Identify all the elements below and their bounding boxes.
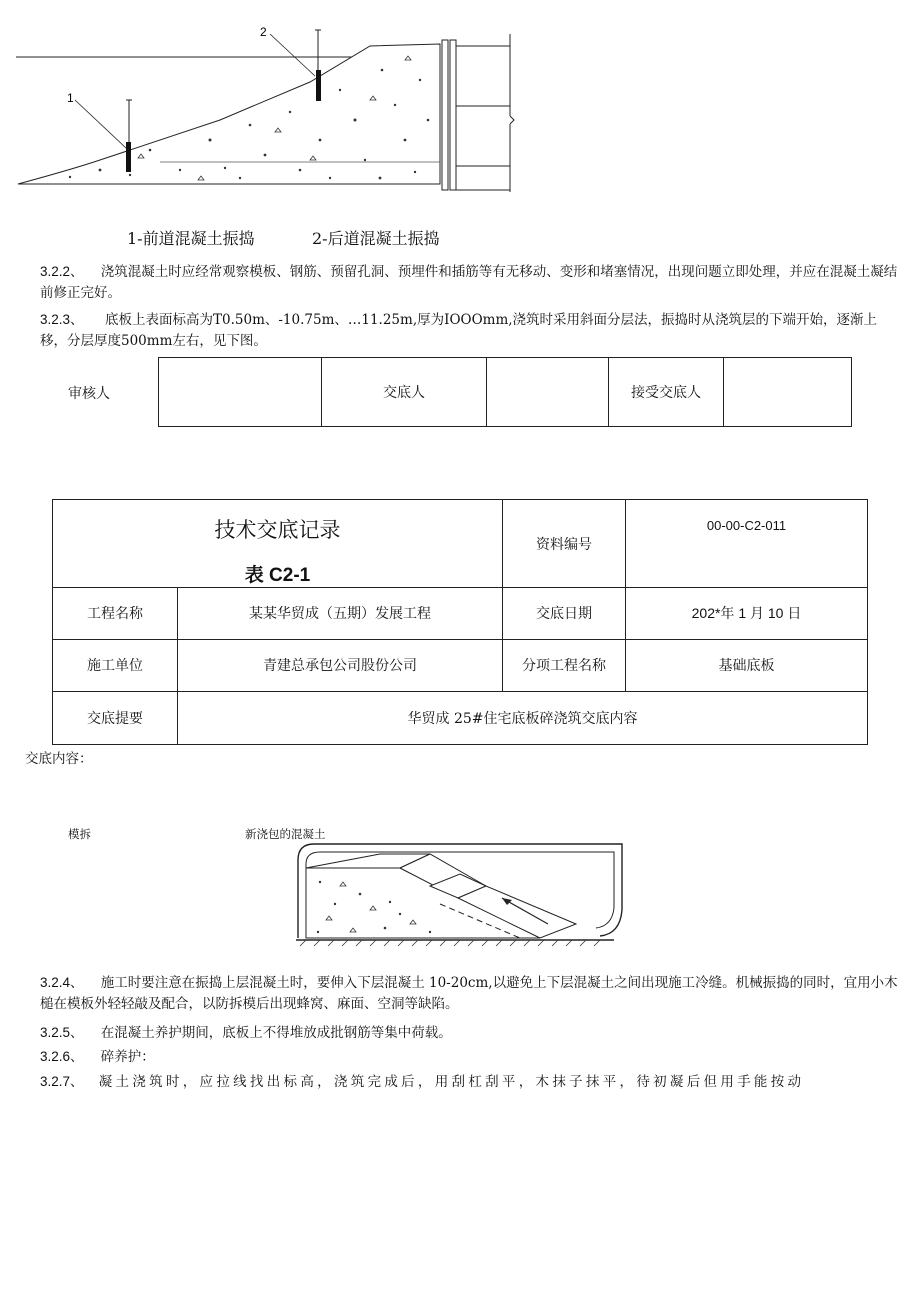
paragraph-text: 在混凝土养护期间，底板上不得堆放成批钢筋等集中荷载。	[100, 1025, 452, 1041]
reviewer-value[interactable]	[159, 358, 322, 427]
paragraph-number: 3.2.6、	[40, 1049, 84, 1064]
paragraph-text: 凝土浇筑时，应拉线找出标高，浇筑完成后，用刮杠刮平，木抹子抹平，待初凝后但用手能按动	[98, 1074, 805, 1090]
paragraph-number: 3.2.7、	[40, 1074, 84, 1089]
paragraph-number: 3.2.3、	[40, 312, 84, 327]
paragraph-3-2-5	[40, 1022, 904, 1044]
record-subtitle: 表 C2-1	[244, 565, 311, 586]
paragraph-3-2-2	[40, 261, 904, 304]
receiver-value[interactable]	[724, 358, 852, 427]
paragraph-number: 3.2.2、	[40, 264, 84, 279]
paragraph-number: 3.2.4、	[40, 975, 84, 990]
paragraph-3-2-7	[40, 1071, 904, 1093]
doc-no-value	[626, 500, 868, 588]
unit-label: 施工单位	[53, 639, 178, 691]
record-title: 技术交底记录	[214, 518, 341, 542]
slope-pour-diagram	[10, 20, 530, 200]
paragraph-text: 底板上表面标高为T0.50m、-10.75m、…11.25m,厚为IOOOmm,浇筑时采用斜面分层法，振捣时从浇筑层的下端开始，逐渐上移，分层厚度500mm左右，见下图。	[40, 312, 878, 349]
discloser-value[interactable]	[487, 358, 609, 427]
fig2-label-right: 新浇包的混凝土	[245, 827, 326, 841]
paragraph-3-2-3	[40, 309, 904, 352]
label-2: 2	[260, 25, 267, 39]
paragraph-number: 3.2.5、	[40, 1025, 84, 1040]
summary-value: 华贸成 25#住宅底板碎浇筑交底内容	[178, 691, 868, 744]
paragraph-3-2-4	[40, 972, 904, 1015]
discloser-label: 交底人	[322, 358, 487, 427]
project-label: 工程名称	[53, 588, 178, 639]
fig1-caption-2: 2-后道混凝土振捣	[312, 229, 440, 248]
project-value: 某某华贸成（五期）发展工程	[178, 588, 503, 639]
fig1-caption-1: 1-前道混凝土振捣	[127, 229, 255, 248]
label-1: 1	[67, 91, 74, 105]
paragraph-text: 施工时要注意在振捣上层混凝土时，要伸入下层混凝土 10-20cm,以避免上下层混凝土之间出现施工冷缝。机械振捣的同时，宜用小木槌在模板外轻轻敲及配合，以防拆模后出现蜂窝、麻面、空洞等缺陷。	[40, 975, 898, 1012]
paragraph-text: 浇筑混凝土时应经常观察模板、钢筋、预留孔洞、预埋件和插筋等有无移动、变形和堵塞情况，出现问题立即处理，并应在混凝土凝结前修正完好。	[40, 264, 898, 301]
reviewer-label: 审核人	[68, 386, 110, 402]
content-label: 交底内容：	[25, 751, 93, 767]
summary-label: 交底提要	[53, 691, 178, 744]
signature-table	[158, 357, 852, 427]
paragraph-3-2-6	[40, 1046, 904, 1068]
sub-project-label: 分项工程名称	[503, 639, 626, 691]
technical-disclosure-record-table	[52, 499, 868, 745]
date-label: 交底日期	[503, 588, 626, 639]
record-title-cell	[53, 500, 503, 588]
date-value: 202*年 1 月 10 日	[626, 588, 868, 639]
doc-no-text: 00-00-C2-011	[706, 518, 787, 533]
paragraph-text: 碎养护：	[100, 1049, 155, 1065]
sub-project-value: 基础底板	[626, 639, 868, 691]
fig2-label-left: 模拆	[68, 827, 91, 841]
receiver-label: 接受交底人	[609, 358, 724, 427]
doc-no-label: 资料编号	[503, 500, 626, 588]
unit-value: 青建总承包公司股份公司	[178, 639, 503, 691]
layered-pour-diagram	[290, 838, 640, 953]
